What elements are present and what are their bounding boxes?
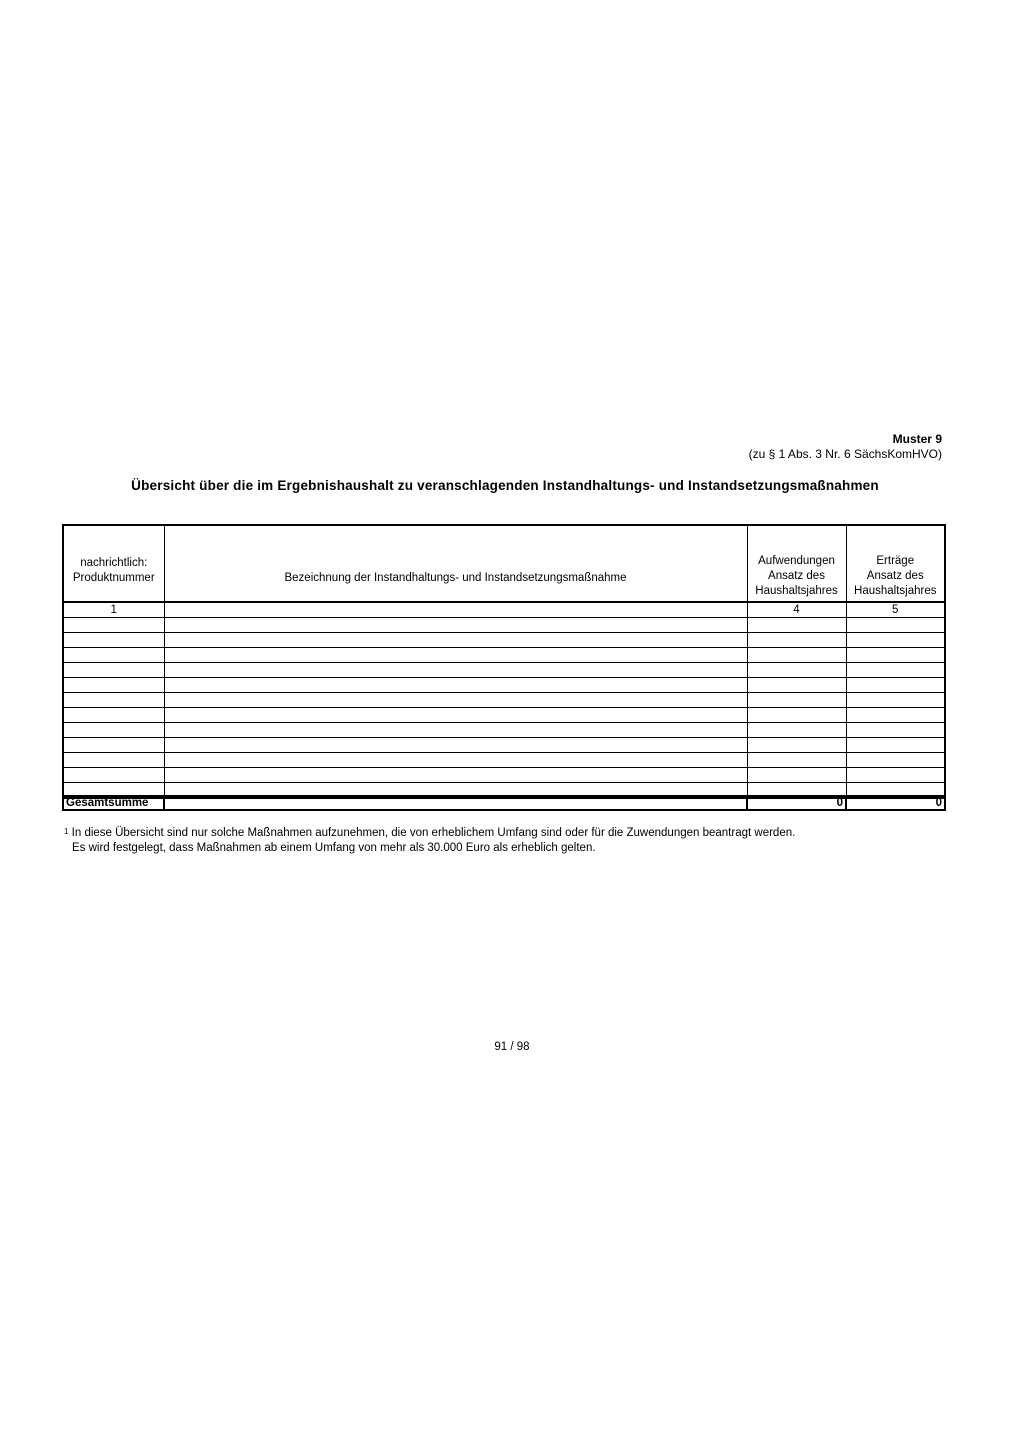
header-description-label: Bezeichnung der Instandhaltungs- und Instandsetzungsmaßnahme: [284, 572, 627, 584]
header-expenses-line2: Ansatz des: [768, 570, 825, 582]
column-number-1: 1: [63, 602, 164, 618]
cell-product-number: [63, 708, 164, 723]
cell-product-number: [63, 738, 164, 753]
cell-revenues: [846, 723, 945, 738]
header-revenues-line2: Ansatz des: [866, 570, 924, 582]
cell-expenses: [747, 618, 846, 633]
header-expenses-line1: Aufwendungen: [758, 555, 835, 567]
page-number: 91 / 98: [494, 1041, 530, 1053]
column-number-2: [164, 602, 747, 618]
column-number-5: 5: [846, 602, 945, 618]
header-description: [164, 525, 747, 602]
legal-reference: (zu § 1 Abs. 3 Nr. 6 SächsKomHVO): [748, 447, 942, 461]
cell-revenues: [846, 663, 945, 678]
cell-product-number: [63, 723, 164, 738]
cell-revenues: [846, 753, 945, 768]
table-row: [63, 633, 945, 648]
table-row: [63, 618, 945, 633]
cell-expenses: [747, 738, 846, 753]
cell-revenues: [846, 633, 945, 648]
cell-product-number: [63, 693, 164, 708]
total-expenses: 0: [747, 796, 846, 810]
header-expenses-line3: Haushaltsjahres: [755, 585, 838, 597]
total-revenues: 0: [846, 796, 945, 810]
cell-product-number: [63, 753, 164, 768]
table-row: [63, 723, 945, 738]
footnote-marker: 1: [64, 827, 69, 836]
cell-product-number: [63, 633, 164, 648]
cell-revenues: [846, 738, 945, 753]
table-row: [63, 738, 945, 753]
page-title: Übersicht über die im Ergebnishaushalt zu veranschlagenden Instandhaltungs- und Instandsetzungsmaßnahmen: [131, 478, 879, 493]
measures-table: [62, 524, 946, 799]
header-product-number-line1: nachrichtlich:: [80, 557, 148, 569]
cell-description: [164, 633, 747, 648]
header-revenues-line3: Haushaltsjahres: [854, 585, 937, 597]
header-product-number-line2: Produktnummer: [72, 572, 155, 584]
total-description-cell: [164, 796, 747, 810]
cell-description: [164, 738, 747, 753]
cell-description: [164, 708, 747, 723]
cell-description: [164, 648, 747, 663]
cell-description: [164, 768, 747, 783]
table-header-row: [63, 525, 945, 602]
cell-revenues: [846, 693, 945, 708]
cell-product-number: [63, 678, 164, 693]
table-row: [63, 663, 945, 678]
cell-expenses: [747, 708, 846, 723]
cell-revenues: [846, 768, 945, 783]
table-row: [63, 768, 945, 783]
cell-description: [164, 678, 747, 693]
footnote-line1: In diese Übersicht sind nur solche Maßnahmen aufzunehmen, die von erheblichem Umfang sind oder für die Zuwendungen beantragt werden.: [71, 827, 796, 839]
cell-revenues: [846, 648, 945, 663]
table-row: [63, 648, 945, 663]
cell-expenses: [747, 663, 846, 678]
cell-expenses: [747, 648, 846, 663]
cell-expenses: [747, 768, 846, 783]
cell-description: [164, 663, 747, 678]
cell-description: [164, 618, 747, 633]
column-number-4: 4: [747, 602, 846, 618]
cell-product-number: [63, 648, 164, 663]
form-number: Muster 9: [892, 432, 942, 446]
cell-expenses: [747, 633, 846, 648]
cell-product-number: [63, 663, 164, 678]
table-row: [63, 708, 945, 723]
total-label: Gesamtsumme: [63, 796, 164, 810]
table-row: [63, 753, 945, 768]
table-row: [63, 693, 945, 708]
total-row: [63, 796, 945, 810]
header-product-number: [63, 525, 164, 602]
header-revenues-line1: Erträge: [876, 555, 915, 567]
table-body: [63, 618, 945, 799]
cell-description: [164, 693, 747, 708]
cell-description: [164, 723, 747, 738]
cell-revenues: [846, 708, 945, 723]
footnote-line2: Es wird festgelegt, dass Maßnahmen ab einem Umfang von mehr als 30.000 Euro als erheblich gelten.: [72, 842, 596, 854]
header-revenues: [846, 525, 945, 602]
footnote: [64, 826, 795, 856]
cell-expenses: [747, 693, 846, 708]
header-expenses: [747, 525, 846, 602]
cell-expenses: [747, 678, 846, 693]
cell-revenues: [846, 678, 945, 693]
column-number-row: [63, 602, 945, 618]
cell-expenses: [747, 723, 846, 738]
table-row: [63, 678, 945, 693]
cell-description: [164, 753, 747, 768]
footnote-line1-wrap: [64, 826, 795, 841]
cell-product-number: [63, 768, 164, 783]
cell-product-number: [63, 618, 164, 633]
total-table: [62, 795, 946, 811]
cell-revenues: [846, 618, 945, 633]
cell-expenses: [747, 753, 846, 768]
